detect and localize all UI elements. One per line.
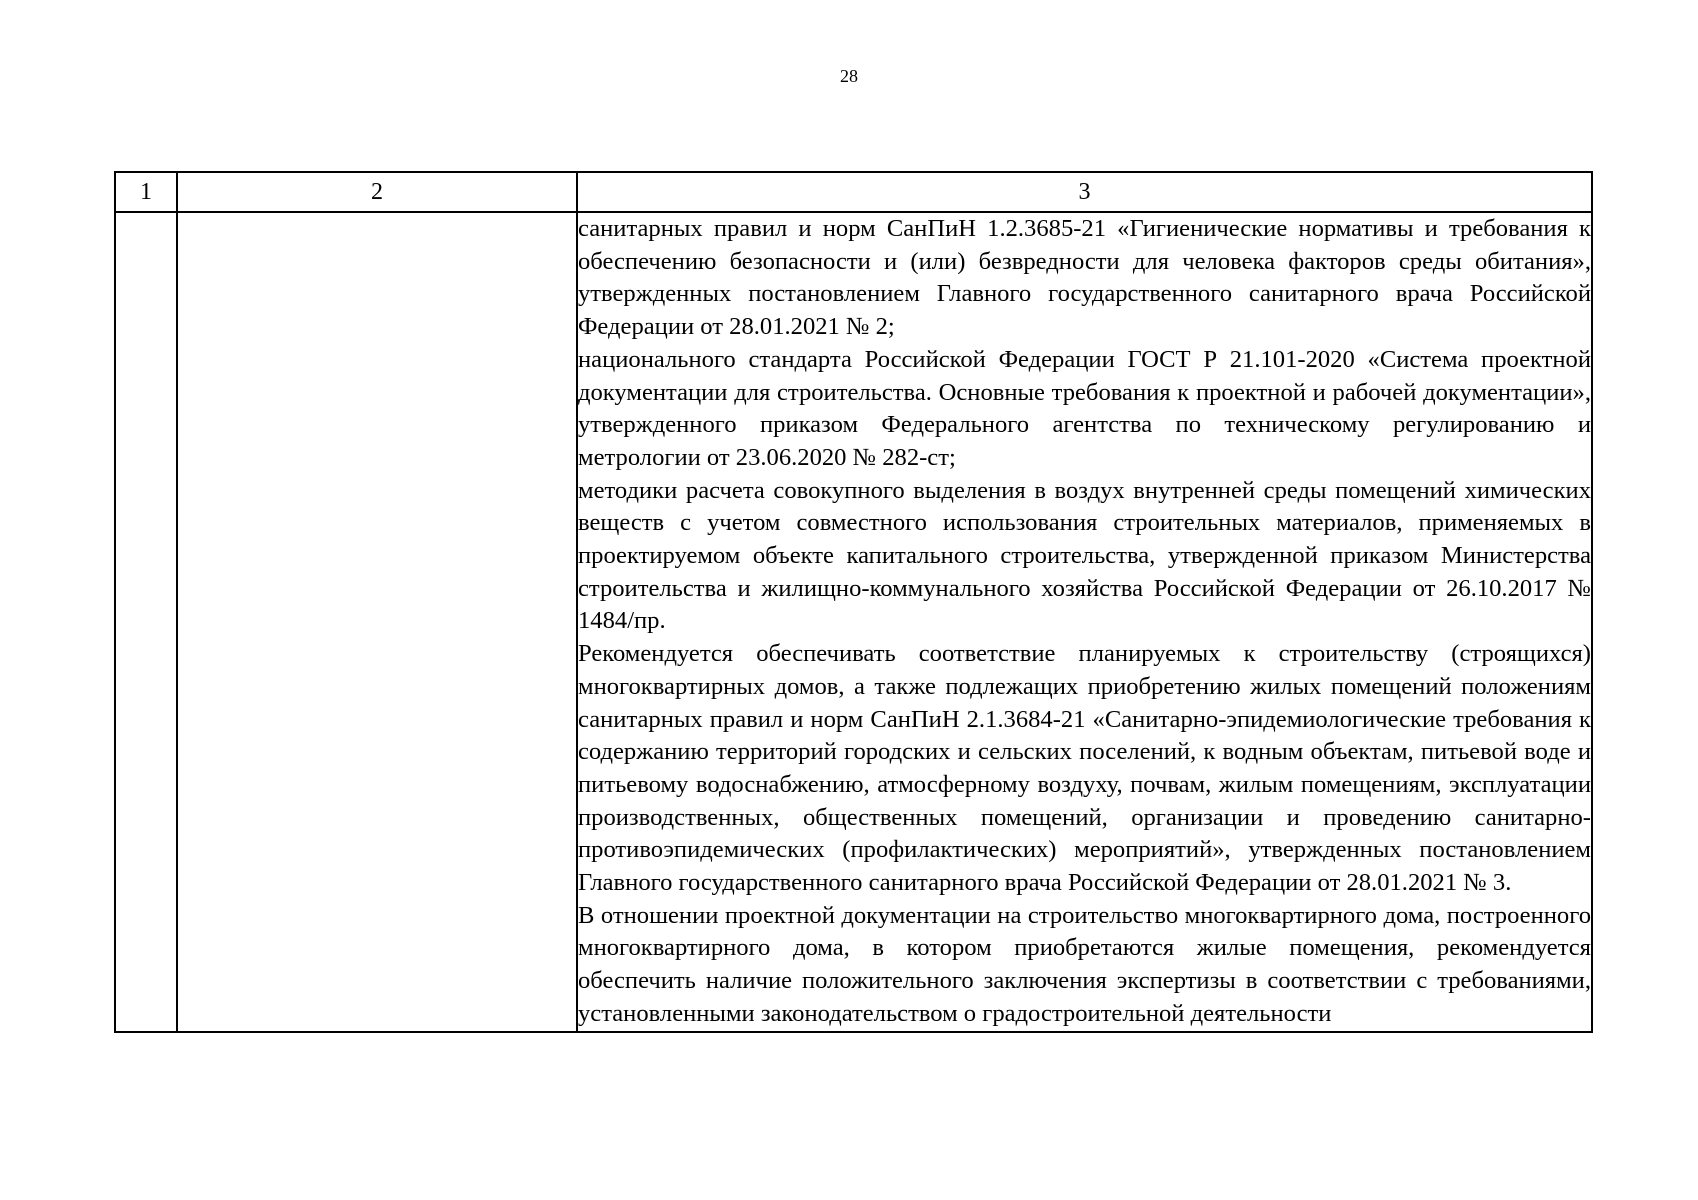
paragraph-recommendation-sanpin-2-1-3684-21: Рекомендуется обеспечивать соответствие планируемых к строительству (строящихся) многоквартирных домов, а также подлежащих приобретению жилых помещений положениям санитарных правил и норм СанПиН 2.1.3684-21 «Санитарно-эпидемиологические требования к содержанию территорий городских и сельских поселений, к водным объектам, питьевой воде и питьевому водоснабжению, атмосферному воздуху, почвам, жилым помещениям, эксплуатации производственных, общественных помещений, организации и проведению санитарно-противоэпидемических (профилактических) мероприятий», утвержденных постановлением Главного государственного санитарного врача Российской Федерации от 28.01.2021 № 3. [578,640,1591,897]
column-header-1: 1 [115,172,177,212]
table-cell-col1 [115,212,177,1032]
table-cell-col2 [177,212,577,1032]
table-row [115,212,1592,1032]
paragraph-expertise: В отношении проектной документации на строительство многоквартирного дома, построенного многоквартирного дома, в котором приобретаются жилые помещения, рекомендуется обеспечить наличие положительного заключения экспертизы в соответствии с требованиями, установленными законодательством о градостроительной деятельности [578,901,1591,1027]
paragraph-sanpin-1-2-3685-21: санитарных правил и норм СанПиН 1.2.3685-21 «Гигиенические нормативы и требования к обеспечению безопасности и (или) безвредности для человека факторов среды обитания», утвержденных постановлением Главного государственного санитарного врача Российской Федерации от 28.01.2021 № 2; [578,215,1591,341]
table-cell-col3 [577,212,1592,1032]
page-number: 28 [840,66,858,86]
document-table [114,171,1593,1033]
column-header-2: 2 [177,172,577,212]
table-header-row [115,172,1592,212]
paragraph-gost-r-21-101-2020: национального стандарта Российской Федерации ГОСТ Р 21.101-2020 «Система проектной документации для строительства. Основные требования к проектной и рабочей документации», утвержденного приказом Федерального агентства по техническому регулированию и метрологии от 23.06.2020 № 282-ст; [578,345,1591,471]
column-header-3: 3 [577,172,1592,212]
paragraph-methodology: методики расчета совокупного выделения в воздух внутренней среды помещений химических веществ с учетом совместного использования строительных материалов, применяемых в проектируемом объекте капитального строительства, утвержденной приказом Министерства строительства и жилищно-коммунального хозяйства Российской Федерации от 26.10.2017 № 1484/пр. [578,476,1591,635]
